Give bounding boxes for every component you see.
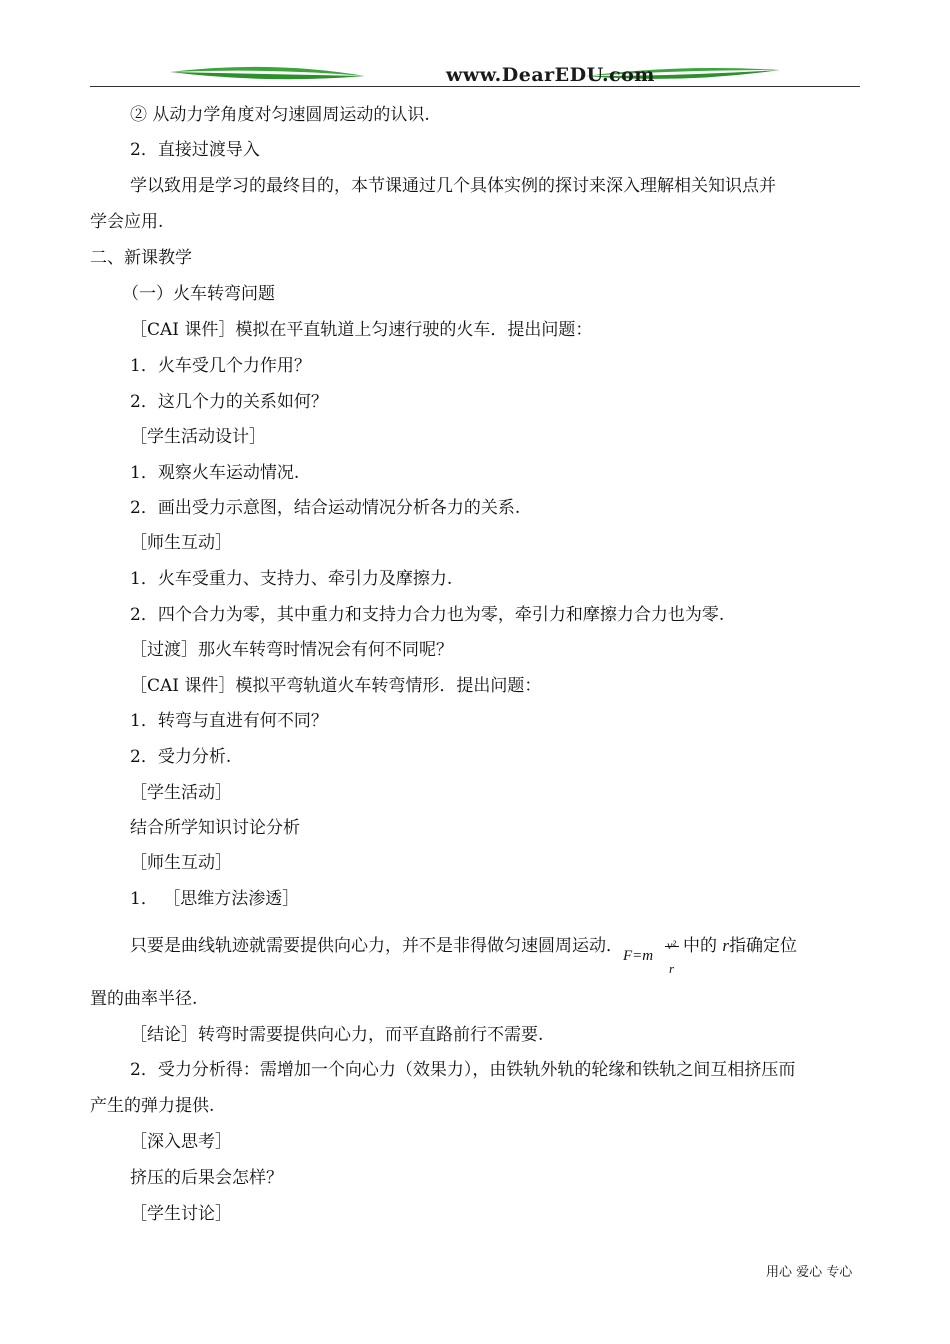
text-line: ［学生讨论］ xyxy=(130,1204,232,1224)
text-line: 2．这几个力的关系如何？ xyxy=(130,392,328,412)
text-line: 置的曲率半径. xyxy=(90,989,198,1009)
page-footer: 用心 爱心 专心 xyxy=(766,1265,853,1280)
formula-numerator: v² xyxy=(667,937,676,952)
text-line: ［CAI 课件］模拟在平直轨道上匀速行驶的火车．提出问题： xyxy=(130,320,593,340)
text-line: ［师生互动］ xyxy=(130,533,232,553)
text-line: 1．观察火车运动情况. xyxy=(130,463,300,483)
text-line: 1．转弯与直进有何不同？ xyxy=(130,711,328,731)
text-line: 1．火车受重力、支持力、牵引力及摩擦力. xyxy=(130,569,453,589)
variable-r: r xyxy=(722,936,730,955)
subsection-heading: （一）火车转弯问题 xyxy=(122,284,275,304)
text-line: 2．四个合力为零，其中重力和支持力合力也为零，牵引力和摩擦力合力也为零. xyxy=(130,605,725,625)
formula-denominator: r xyxy=(669,960,675,976)
text-line: 2．直接过渡导入 xyxy=(130,140,260,160)
text-line: 1．火车受几个力作用？ xyxy=(130,356,311,376)
text-line: 挤压的后果会怎样？ xyxy=(130,1168,283,1188)
text-line: ［CAI 课件］模拟平弯轨道火车转弯情形．提出问题： xyxy=(130,676,542,696)
formula-lhs: F=m xyxy=(623,947,654,964)
fraction-bar xyxy=(665,946,679,947)
text-line: ［学生活动］ xyxy=(130,783,232,803)
centripetal-force-formula xyxy=(623,927,683,976)
text-line: 1． ［思维方法渗透］ xyxy=(130,889,300,909)
text-line: ［结论］转弯时需要提供向心力，而平直路前行不需要. xyxy=(130,1025,544,1045)
text-line: 学会应用. xyxy=(90,212,164,232)
site-logo-text[interactable]: www.DearEDU.com xyxy=(446,64,655,86)
text-line: ［过渡］那火车转弯时情况会有何不同呢？ xyxy=(130,640,453,660)
text-line: 2．受力分析得：需增加一个向心力（效果力），由铁轨外轨的轮缘和铁轨之间互相挤压而 xyxy=(130,1060,796,1080)
text-line: 产生的弹力提供. xyxy=(90,1096,215,1116)
text-line: 学以致用是学习的最终目的，本节课通过几个具体实例的探讨来深入理解相关知识点并 xyxy=(130,176,776,196)
text-segment: 指确定位 xyxy=(729,936,798,956)
text-line: ② 从动力学角度对匀速圆周运动的认识. xyxy=(130,105,430,125)
text-line: 2．受力分析. xyxy=(130,747,232,767)
text-line: ［学生活动设计］ xyxy=(130,427,266,447)
text-line: ［师生互动］ xyxy=(130,853,232,873)
text-segment: 只要是曲线轨迹就需要提供向心力，并不是非得做匀速圆周运动． xyxy=(130,936,623,956)
text-line: 2．画出受力示意图，结合运动情况分析各力的关系. xyxy=(130,498,521,518)
text-line: 结合所学知识讨论分析 xyxy=(130,818,300,838)
text-segment: 中的 xyxy=(683,936,717,956)
formula-line xyxy=(130,926,798,976)
section-heading: 二、新课教学 xyxy=(90,248,192,268)
header-rule xyxy=(90,86,860,87)
text-line: ［深入思考］ xyxy=(130,1132,232,1152)
